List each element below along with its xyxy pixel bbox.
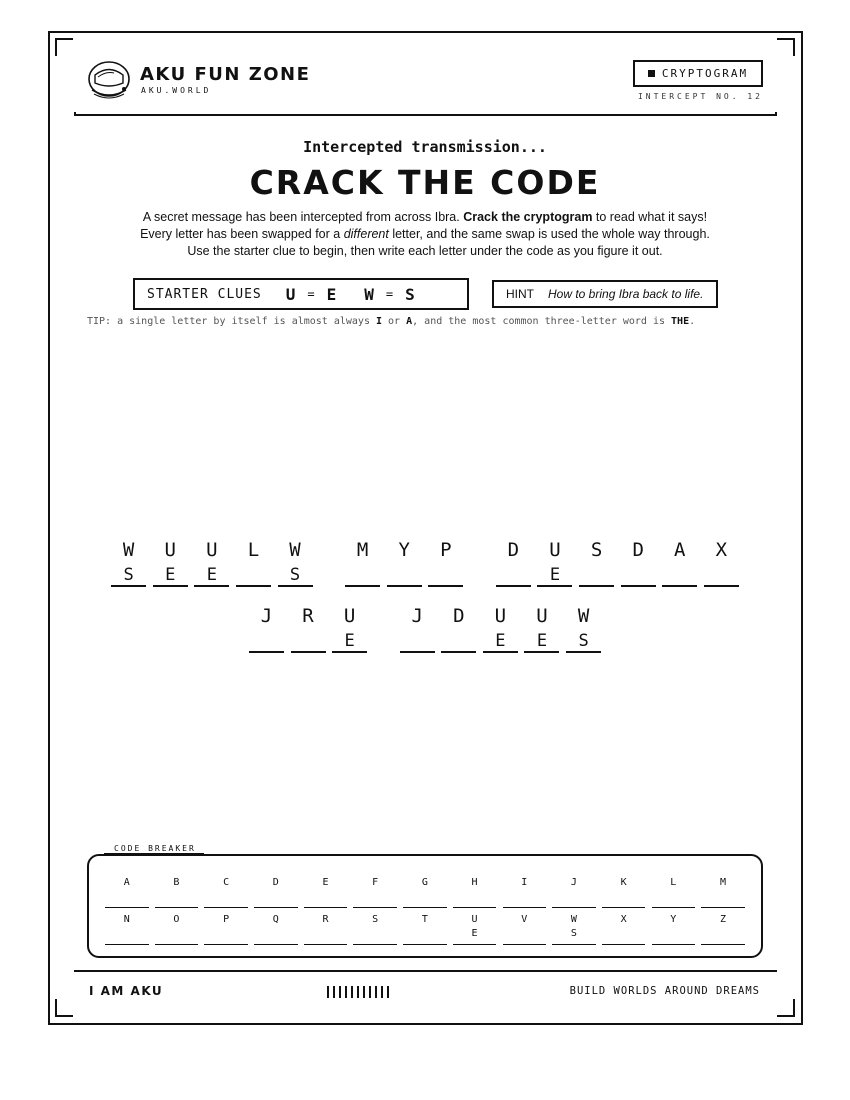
decoded-letter[interactable] (503, 927, 547, 941)
code-breaker-cell[interactable] (503, 913, 547, 945)
decoded-letter[interactable] (254, 927, 298, 941)
cipher-cell (400, 603, 435, 653)
cipher-letter: M (356, 539, 369, 561)
cipher-cell (662, 537, 697, 587)
decoded-letter[interactable] (155, 890, 199, 904)
cipher-cell (537, 537, 572, 587)
barcode-bar (375, 986, 377, 998)
code-breaker-cell[interactable] (453, 876, 497, 908)
cipher-cell (345, 537, 380, 587)
barcode-bar (333, 986, 335, 998)
decoded-letter[interactable] (652, 927, 696, 941)
cipher-cell (278, 537, 313, 587)
cipher-cell (428, 537, 463, 587)
code-breaker-cell[interactable] (403, 876, 447, 908)
decoded-letter[interactable] (552, 890, 596, 904)
cipher-cell (111, 537, 146, 587)
answer-blank[interactable] (249, 629, 284, 653)
code-letter: U (471, 914, 478, 925)
code-breaker-cell[interactable] (353, 913, 397, 945)
cipher-letter: J (411, 605, 423, 627)
cipher-cell (524, 603, 559, 653)
answer-blank[interactable]: E (483, 629, 518, 653)
brand-url: AKU.WORLD (141, 86, 212, 95)
cipher-letter: U (494, 605, 507, 627)
cipher-cell (483, 603, 518, 653)
square-bullet-icon (648, 70, 655, 77)
cipher-letter: U (343, 605, 356, 627)
cipher-letter: L (247, 539, 260, 561)
decoded-letter[interactable] (353, 927, 397, 941)
cipher-cell (153, 537, 188, 587)
barcode-bar (381, 986, 383, 998)
decoded-letter[interactable] (503, 890, 547, 904)
instructions-line-1: A secret message has been intercepted from across Ibra. Crack the cryptogram to read what it says! (142, 210, 708, 224)
cipher-letter: D (632, 539, 644, 561)
header-divider (74, 112, 777, 116)
cipher-word (493, 537, 743, 587)
decoded-letter[interactable] (453, 890, 497, 904)
code-letter: K (620, 877, 627, 888)
code-breaker-cell[interactable] (105, 913, 149, 945)
cipher-letter: U (549, 539, 561, 561)
cipher-letter: P (440, 539, 452, 561)
code-letter: Z (719, 914, 727, 925)
decoded-letter[interactable] (155, 927, 199, 941)
code-breaker-cell[interactable] (155, 913, 199, 945)
answer-blank[interactable] (579, 563, 614, 587)
decoded-letter[interactable] (403, 927, 447, 941)
answer-blank[interactable] (496, 563, 531, 587)
code-breaker-cell[interactable] (204, 913, 248, 945)
cipher-letter: U (206, 539, 218, 561)
cipher-letter: D (453, 605, 465, 627)
decoded-letter[interactable] (304, 927, 348, 941)
code-letter: J (570, 877, 577, 888)
answer-blank[interactable] (291, 629, 326, 653)
code-letter: N (123, 914, 130, 925)
barcode-bar (339, 986, 341, 998)
code-breaker-cell[interactable] (503, 876, 547, 908)
code-breaker-cell[interactable] (204, 876, 248, 908)
answer-blank[interactable]: E (332, 629, 367, 653)
answer-blank[interactable]: E (153, 563, 188, 587)
decoded-letter[interactable] (602, 890, 646, 904)
instructions-line-3: Use the starter clue to begin, then write each letter under the code as you figure it out. (187, 244, 663, 258)
answer-blank[interactable]: S (111, 563, 146, 587)
cipher-letter: S (590, 539, 603, 561)
hint-box (492, 280, 718, 308)
starter-clues-label: STARTER CLUES (147, 286, 262, 302)
decoded-letter[interactable] (701, 927, 745, 941)
decoded-letter[interactable] (701, 890, 745, 904)
code-breaker-cell[interactable] (701, 876, 745, 908)
cipher-word (396, 603, 604, 653)
code-letter: H (471, 877, 478, 888)
barcode-bar (357, 986, 359, 998)
code-breaker-cell[interactable] (652, 876, 696, 908)
answer-blank[interactable]: S (566, 629, 601, 653)
cipher-cell (387, 537, 422, 587)
code-breaker-cell[interactable] (155, 876, 199, 908)
corner-mark-bottom-right (777, 999, 795, 1017)
code-letter: V (521, 914, 528, 925)
code-letter: S (372, 914, 379, 925)
answer-blank[interactable]: E (537, 563, 572, 587)
code-breaker-row-1 (105, 876, 751, 908)
cipher-letter: Y (398, 539, 410, 561)
footer-tagline-right: BUILD WORLDS AROUND DREAMS (569, 985, 760, 997)
decoded-letter[interactable] (254, 890, 298, 904)
cipher-letter: U (536, 605, 548, 627)
code-letter: L (670, 877, 677, 888)
code-breaker-cell[interactable] (403, 913, 447, 945)
code-letter: D (272, 877, 279, 888)
instructions-line-2: Every letter has been swapped for a different letter, and the same swap is used the whole way through. (140, 227, 710, 241)
cipher-letter: W (577, 605, 590, 627)
answer-blank[interactable] (441, 629, 476, 653)
decoded-letter[interactable] (602, 927, 646, 941)
answer-blank[interactable] (662, 563, 697, 587)
code-letter: F (372, 877, 379, 888)
starter-clue: W = S (364, 284, 415, 304)
barcode-bar (351, 986, 353, 998)
corner-mark-bottom-left (55, 999, 73, 1017)
code-breaker-cell[interactable] (254, 876, 298, 908)
cipher-cell (194, 537, 229, 587)
code-breaker-cell[interactable] (353, 876, 397, 908)
answer-blank[interactable] (621, 563, 656, 587)
answer-blank[interactable]: E (194, 563, 229, 587)
footer-divider (74, 970, 777, 972)
puzzle-row-2 (0, 603, 850, 653)
code-breaker-cell[interactable] (254, 913, 298, 945)
decoded-letter[interactable] (403, 890, 447, 904)
answer-blank[interactable]: E (524, 629, 559, 653)
code-letter: B (173, 877, 180, 888)
page-subtitle: Intercepted transmission... (303, 138, 547, 156)
decoded-letter[interactable] (304, 890, 348, 904)
footer-tagline-left: I AM AKU (89, 984, 164, 998)
brand-name: AKU FUN ZONE (140, 64, 311, 85)
answer-blank[interactable] (236, 563, 271, 587)
cipher-cell (566, 603, 601, 653)
answer-blank[interactable] (345, 563, 380, 587)
decoded-letter[interactable] (204, 890, 248, 904)
barcode-decoration (327, 986, 389, 998)
cipher-cell (621, 537, 656, 587)
tip-text: TIP: a single letter by itself is almost always I or A, and the most common three-letter word is THE. (87, 316, 696, 327)
cipher-letter: A (674, 539, 686, 561)
cipher-cell (291, 603, 326, 653)
code-letter: T (421, 914, 428, 925)
code-breaker-cell[interactable] (552, 876, 596, 908)
corner-mark-top-left (55, 38, 73, 56)
cipher-word (342, 537, 467, 587)
cipher-word (108, 537, 316, 587)
cipher-letter: J (260, 605, 273, 627)
code-breaker-cell[interactable] (552, 913, 596, 945)
cipher-word (246, 603, 371, 653)
barcode-bar (387, 986, 389, 998)
corner-mark-top-right (777, 38, 795, 56)
decoded-letter[interactable] (204, 927, 248, 941)
code-letter: Y (670, 914, 677, 925)
answer-blank[interactable] (387, 563, 422, 587)
decoded-letter[interactable] (105, 890, 149, 904)
code-letter: P (223, 914, 230, 925)
code-breaker-row-2 (105, 913, 751, 945)
answer-blank[interactable] (400, 629, 435, 653)
cipher-cell (579, 537, 614, 587)
code-breaker-cell[interactable] (701, 913, 745, 945)
starter-clue: U = E (285, 284, 337, 304)
cipher-cell (236, 537, 271, 587)
cipher-cell (332, 603, 367, 653)
code-breaker-cell[interactable] (304, 876, 348, 908)
code-letter: I (521, 877, 528, 888)
cipher-cell (496, 537, 531, 587)
code-letter: R (322, 914, 329, 925)
code-breaker-cell[interactable] (652, 913, 696, 945)
instructions (0, 209, 850, 260)
cipher-letter: R (302, 605, 314, 627)
code-breaker-cell[interactable] (602, 913, 646, 945)
code-letter: G (421, 877, 428, 888)
code-breaker-table (87, 854, 763, 958)
decoded-letter[interactable] (353, 890, 397, 904)
cipher-cell (704, 537, 739, 587)
decoded-letter[interactable] (105, 927, 149, 941)
answer-blank[interactable] (704, 563, 739, 587)
decoded-letter[interactable]: S (570, 928, 577, 939)
code-letter: E (322, 877, 329, 888)
badge-label: CRYPTOGRAM (661, 67, 749, 80)
cipher-letter: X (715, 539, 728, 561)
puzzle-row-1 (0, 537, 850, 587)
code-letter: W (570, 914, 577, 925)
code-breaker-cell[interactable] (304, 913, 348, 945)
answer-blank[interactable]: S (278, 563, 313, 587)
intercept-number: INTERCEPT NO. 12 (637, 92, 763, 101)
code-letter: Q (272, 914, 279, 925)
cipher-letter: D (507, 539, 520, 561)
cipher-letter: W (289, 539, 301, 561)
cipher-letter: W (122, 539, 135, 561)
code-letter: A (123, 877, 130, 888)
code-letter: X (620, 914, 627, 925)
barcode-bar (363, 986, 365, 998)
code-breaker-cell[interactable] (105, 876, 149, 908)
page-header (74, 58, 777, 114)
cipher-letter: U (164, 539, 176, 561)
code-letter: O (173, 914, 180, 925)
code-breaker-label: CODE BREAKER (104, 844, 204, 854)
barcode-bar (327, 986, 329, 998)
code-letter: C (223, 877, 230, 888)
barcode-bar (369, 986, 371, 998)
answer-blank[interactable] (428, 563, 463, 587)
code-breaker-cell[interactable] (453, 913, 497, 945)
puzzle-type-badge (633, 60, 763, 87)
decoded-letter[interactable]: E (471, 928, 478, 939)
page-title: CRACK THE CODE (249, 163, 601, 202)
barcode-bar (345, 986, 347, 998)
cipher-cell (441, 603, 476, 653)
decoded-letter[interactable] (652, 890, 696, 904)
hint-label: HINT (506, 287, 534, 301)
starter-clues-box (133, 278, 469, 310)
hint-text: How to bring Ibra back to life. (548, 287, 704, 301)
code-letter: M (719, 877, 727, 888)
astronaut-helmet-icon (86, 60, 132, 100)
cipher-cell (249, 603, 284, 653)
code-breaker-cell[interactable] (602, 876, 646, 908)
